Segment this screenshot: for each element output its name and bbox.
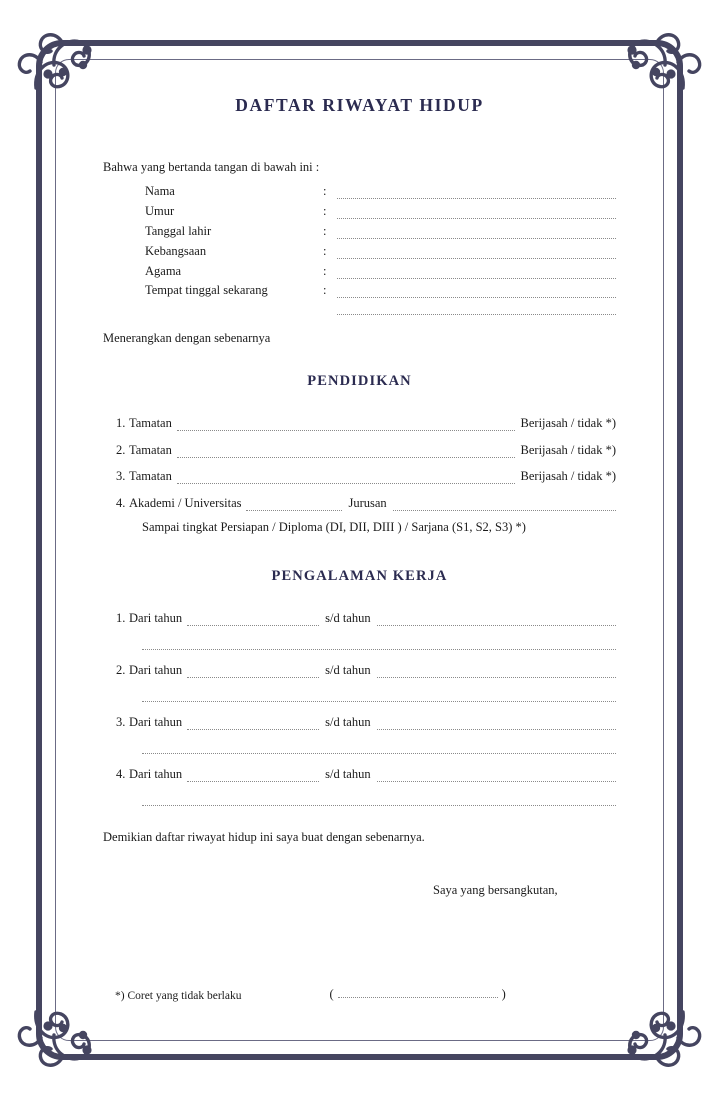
identity-row [103,202,616,222]
from-year-input-1[interactable] [187,614,319,626]
list-item [103,611,616,650]
identity-row [103,241,616,261]
identity-row [103,281,616,301]
list-item [103,715,616,754]
section-title-education: PENDIDIKAN [307,373,412,390]
item-number: 1. [116,611,126,626]
footnote-text: *) Coret yang tidak berlaku [115,990,242,1003]
identity-colon: : [323,204,327,219]
item-label: Tamatan [129,442,172,457]
major-label: Jurusan [348,495,387,510]
item-label: Tamatan [129,416,172,431]
work-detail-input-1[interactable] [142,638,616,650]
statement-text: Menerangkan dengan sebenarnya [103,331,271,346]
spacer [103,301,323,318]
list-item-academy [103,496,616,511]
list-item [103,416,616,431]
identity-label: Agama [145,263,182,278]
identity-input-continuation[interactable] [337,301,616,318]
work-row [103,767,616,782]
major-input[interactable] [393,499,616,511]
identity-colon: : [323,223,327,238]
item-number: 4. [116,767,126,782]
academy-label: Akademi / Universitas [129,495,242,510]
identity-dotted-line[interactable] [337,187,616,199]
identity-input[interactable] [337,241,616,261]
to-year-label: s/d tahun [325,715,371,730]
identity-dotted-line[interactable] [337,267,616,279]
education-input-3[interactable] [177,472,515,484]
work-experience-list [103,611,616,806]
identity-dotted-line[interactable] [337,247,616,259]
work-row [103,611,616,626]
identity-input[interactable] [337,261,616,281]
identity-colon: : [323,283,327,298]
education-level-note: Sampai tingkat Persiapan / Diploma (DI, DII, DIII ) / Sarjana (S1, S2, S3) *) [142,520,526,535]
identity-label: Nama [145,184,175,199]
identity-dotted-line[interactable] [337,303,616,315]
list-item [103,663,616,702]
list-item [103,443,616,458]
from-year-input-4[interactable] [187,770,319,782]
from-year-input-2[interactable] [187,666,319,678]
spacer [323,301,337,318]
item-number: 1. [116,416,126,431]
paren-open: ( [329,987,334,1002]
work-row [103,715,616,730]
work-detail-input-4[interactable] [142,794,616,806]
list-item [103,469,616,484]
work-row [103,663,616,678]
item-tail[interactable]: Berijasah / tidak *) [520,442,616,457]
item-number: 3. [116,469,126,484]
signature-name-input[interactable] [338,986,498,998]
from-year-label: Dari tahun [129,663,183,678]
work-detail-input-3[interactable] [142,742,616,754]
to-year-input-2[interactable] [377,666,616,678]
identity-row [103,222,616,242]
page-title: DAFTAR RIWAYAT HIDUP [235,95,484,115]
to-year-input-1[interactable] [377,614,616,626]
from-year-label: Dari tahun [129,767,183,782]
item-number: 2. [116,442,126,457]
identity-input[interactable] [337,222,616,242]
signature-label: Saya yang bersangkutan, [433,883,558,898]
identity-colon: : [323,263,327,278]
identity-colon: : [323,184,327,199]
item-number: 2. [116,663,126,678]
from-year-label: Dari tahun [129,715,183,730]
identity-input[interactable] [337,202,616,222]
identity-dotted-line[interactable] [337,207,616,219]
identity-row [103,261,616,281]
identity-input[interactable] [337,281,616,301]
from-year-input-3[interactable] [187,718,319,730]
identity-label: Umur [145,204,175,219]
signature-name-field[interactable] [329,986,505,1002]
to-year-input-4[interactable] [377,770,616,782]
identity-dotted-line[interactable] [337,227,616,239]
academy-name-input[interactable] [246,499,342,511]
identity-row-continuation [103,301,616,318]
item-label: Tamatan [129,469,172,484]
identity-label: Kebangsaan [145,243,207,258]
to-year-label: s/d tahun [325,611,371,626]
item-tail[interactable]: Berijasah / tidak *) [520,416,616,431]
form-content [103,95,616,1002]
identity-input[interactable] [337,182,616,202]
identity-label: Tanggal lahir [145,223,212,238]
item-tail[interactable]: Berijasah / tidak *) [520,469,616,484]
identity-row [103,182,616,202]
item-number: 4. [116,495,126,510]
section-title-work: PENGALAMAN KERJA [271,568,448,585]
identity-label: Tempat tinggal sekarang [145,283,268,298]
education-list [103,416,616,511]
identity-fields-table [103,182,616,317]
closing-text: Demikian daftar riwayat hidup ini saya buat dengan sebenarnya. [103,830,425,845]
footer-row [103,986,616,1002]
paren-close: ) [501,987,506,1002]
intro-text: Bahwa yang bertanda tangan di bawah ini : [103,160,320,174]
identity-dotted-line[interactable] [337,286,616,298]
identity-rows [103,182,616,317]
from-year-label: Dari tahun [129,611,183,626]
identity-colon: : [323,243,327,258]
item-number: 3. [116,715,126,730]
list-item [103,767,616,806]
to-year-label: s/d tahun [325,663,371,678]
education-input-1[interactable] [177,419,515,431]
to-year-label: s/d tahun [325,767,371,782]
to-year-input-3[interactable] [377,718,616,730]
work-detail-input-2[interactable] [142,690,616,702]
education-input-2[interactable] [177,446,515,458]
